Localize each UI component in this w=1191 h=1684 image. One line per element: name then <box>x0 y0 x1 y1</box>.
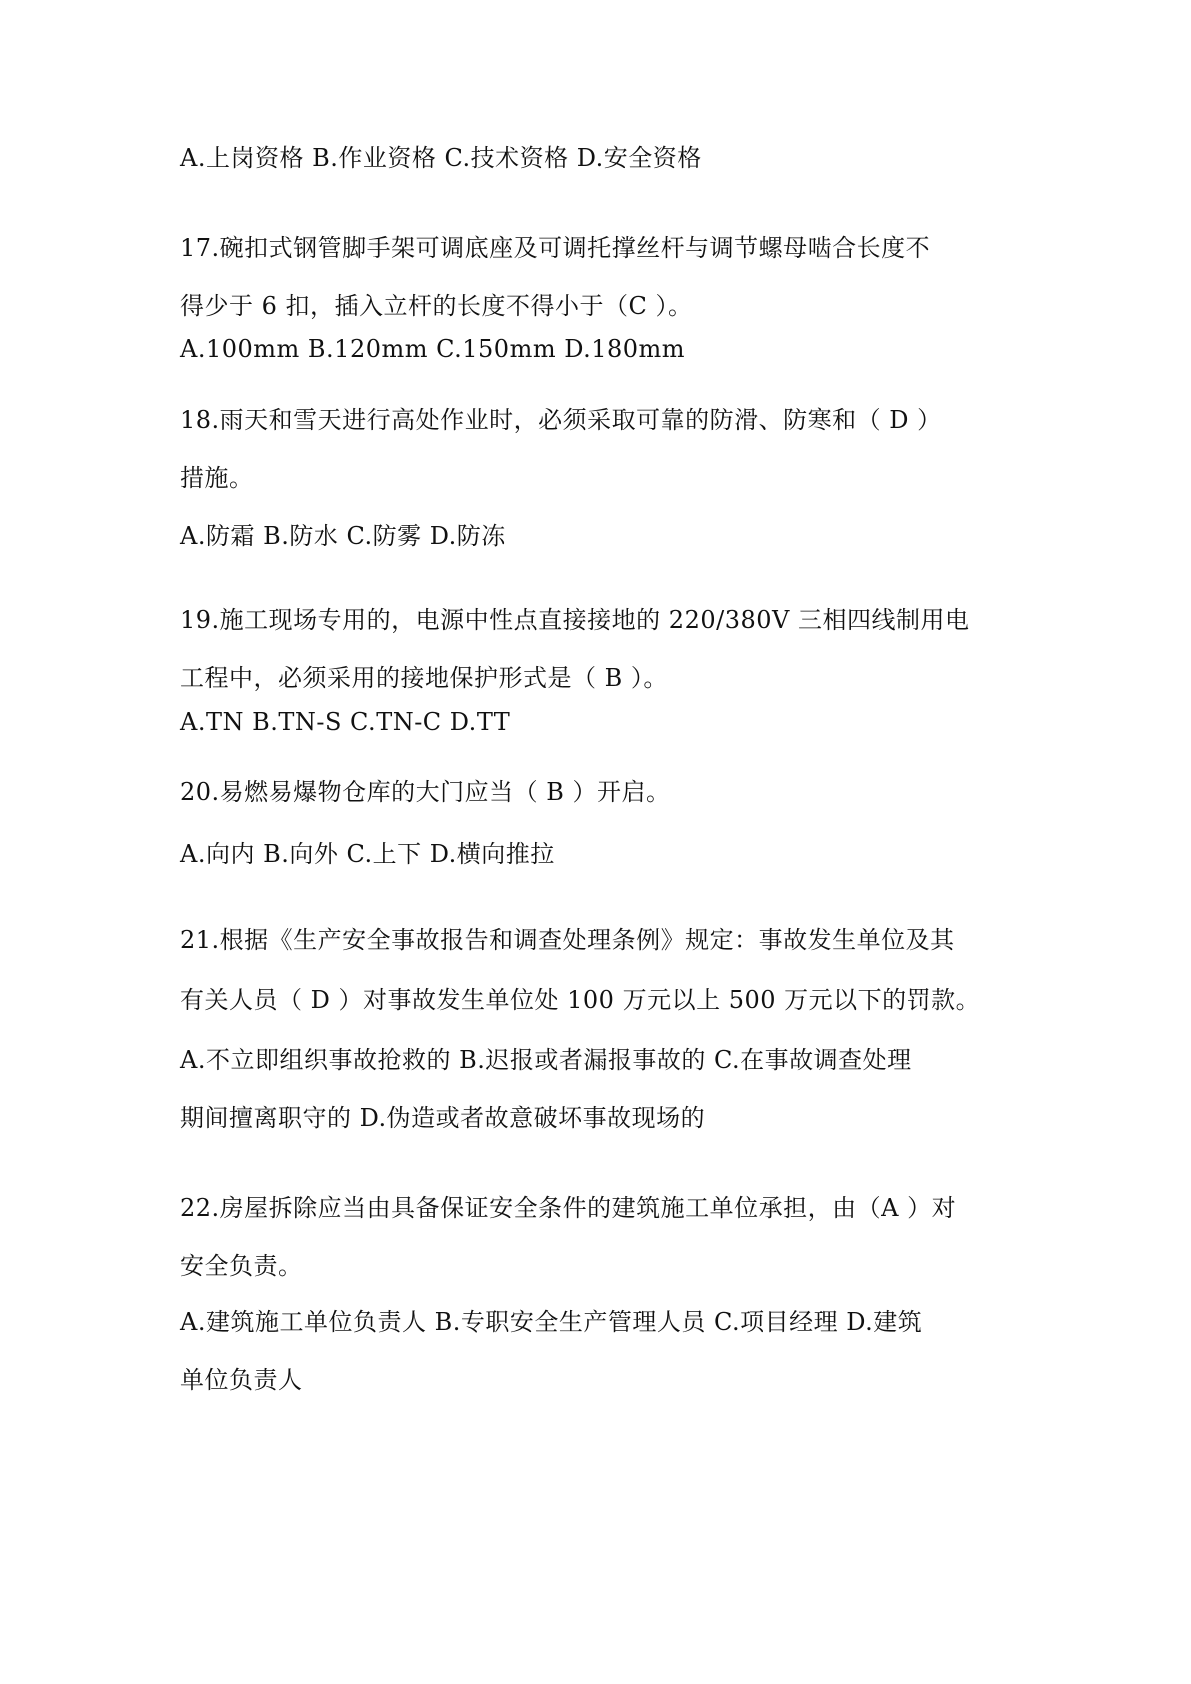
q22-stem-line2: 安全负责。 <box>180 1252 303 1280</box>
q21-options-line2: 期间擅离职守的 D.伪造或者故意破坏事故现场的 <box>180 1104 706 1132</box>
q17-stem-line1: 17.碗扣式钢管脚手架可调底座及可调托撑丝杆与调节螺母啮合长度不 <box>180 234 931 262</box>
q18-options: A.防霜 B.防水 C.防雾 D.防冻 <box>180 522 506 550</box>
q19-options: A.TN B.TN-S C.TN-C D.TT <box>180 708 511 736</box>
q18-stem-line1: 18.雨天和雪天进行高处作业时，必须采取可靠的防滑、防寒和（ D ） <box>180 406 942 434</box>
q20-stem-line1: 20.易燃易爆物仓库的大门应当（ B ）开启。 <box>180 778 671 806</box>
q22-stem-line1: 22.房屋拆除应当由具备保证安全条件的建筑施工单位承担，由（A ）对 <box>180 1194 957 1222</box>
q21-stem-line2: 有关人员（ D ）对事故发生单位处 100 万元以上 500 万元以下的罚款。 <box>180 986 981 1014</box>
q18-stem-line2: 措施。 <box>180 464 254 492</box>
q17-options: A.100mm B.120mm C.150mm D.180mm <box>180 335 686 363</box>
q21-options-line1: A.不立即组织事故抢救的 B.迟报或者漏报事故的 C.在事故调查处理 <box>180 1046 912 1074</box>
q21-stem-line1: 21.根据《生产安全事故报告和调查处理条例》规定：事故发生单位及其 <box>180 926 955 954</box>
q17-stem-line2: 得少于 6 扣，插入立杆的长度不得小于（C ）。 <box>180 292 693 320</box>
q16-options: A.上岗资格 B.作业资格 C.技术资格 D.安全资格 <box>180 144 702 172</box>
q22-options-line1: A.建筑施工单位负责人 B.专职安全生产管理人员 C.项目经理 D.建筑 <box>180 1308 923 1336</box>
q19-stem-line2: 工程中，必须采用的接地保护形式是（ B ）。 <box>180 664 668 692</box>
q20-options: A.向内 B.向外 C.上下 D.横向推拉 <box>180 840 555 868</box>
q22-options-line2: 单位负责人 <box>180 1366 303 1394</box>
q19-stem-line1: 19.施工现场专用的，电源中性点直接接地的 220/380V 三相四线制用电 <box>180 606 970 634</box>
